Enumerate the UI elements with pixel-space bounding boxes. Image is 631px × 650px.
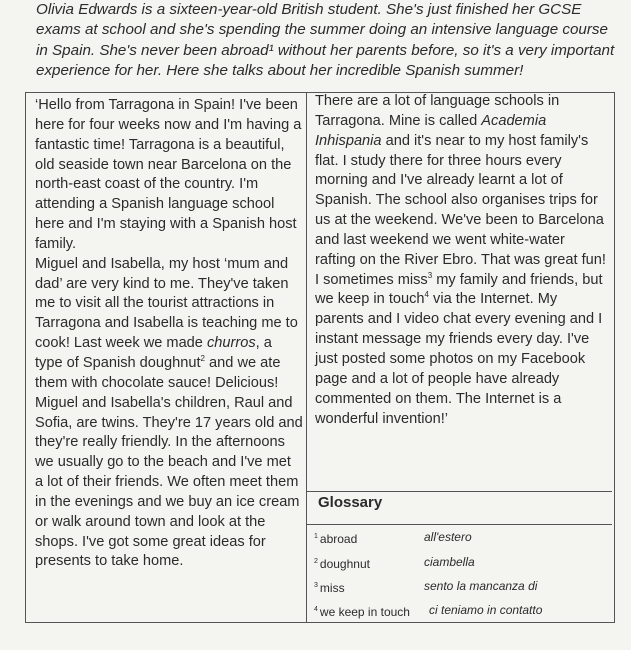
- right-paragraph-1: There are a lot of language schools in Tarragona. Mine is called Academia Inhispania and it's near to my host family's flat. I study there for three hours every morning and I've already learnt a lot of Spanish. The school also organises trips for us at the weekend. We've been to Barcelona and last weekend we went white-water rafting on the River Ebro. That was great fun!: [315, 93, 606, 268]
- footnote-ref-4: 4: [424, 290, 429, 300]
- glossary-translation: all'estero: [424, 530, 472, 544]
- left-paragraph-3: Miguel and Isabella's children, Raul and Sofia, are twins. They're 17 years old and they're really friendly. In the afternoons we usually go to the beach and I've met a lot of their friends. We often meet them in the evenings and we buy an ice cream or walk around town and look at the shops. I've got some great ideas for presents to take home.: [35, 394, 303, 570]
- column-divider: [306, 92, 307, 622]
- glossary-term: $^2$ doughnut: [314, 557, 370, 571]
- footnote-ref-2: 2: [200, 354, 205, 364]
- article-right-column: [315, 92, 607, 429]
- right-paragraph-2: I sometimes miss$^3$ my family and friends, but we keep in touch$^4$ via the Internet. My parents and I video chat every evening and I instant message my friends every day. I've just posted some photos on my Facebook page and a lot of people have already commented on them. The Internet is a wonderful invention!’: [315, 270, 603, 427]
- school-name: Academia Inhispania: [315, 112, 547, 149]
- left-paragraph-1: ‘Hello from Tarragona in Spain! I've been here for four weeks now and I'm having a fantastic time! Tarragona is a beautiful, old seaside town near Barcelona on the north-east coast of the country. I'm attending a Spanish language school here and I'm staying with a Spanish host family.: [35, 97, 302, 252]
- article-left-column: [35, 96, 303, 572]
- churros-term: churros: [206, 335, 256, 352]
- glossary-translation: sento la mancanza di: [424, 579, 538, 593]
- glossary-term: $^1$ abroad: [314, 532, 358, 546]
- glossary-translation: ci teniamo in contatto: [429, 603, 543, 617]
- glossary-term: $^4$ we keep in touch: [314, 605, 410, 619]
- footnote-ref-3: 3: [427, 270, 433, 280]
- glossary-term: $^3$ miss: [314, 581, 345, 595]
- intro-paragraph: Olivia Edwards is a sixteen-year-old British student. She's just finished her GCSE exams at school and she's spending the summer doing an intensive language course in Spain. She's never been abroad¹ without her parents before, so it's a very important experience for her. Here she talks about her incredible Spanish summer!: [36, 1, 615, 80]
- glossary-title: Glossary: [318, 494, 383, 511]
- left-paragraph-2: Miguel and Isabella, my host ‘mum and dad’ are very kind to me. They've taken me to visit all the tourist attractions in Tarragona and Isabella is teaching me to cook! Last week we made churros, a type of Spanish doughnut$^2$ and we ate them with chocolate sauce! Delicious!: [35, 255, 298, 391]
- glossary-translation: ciambella: [424, 555, 475, 569]
